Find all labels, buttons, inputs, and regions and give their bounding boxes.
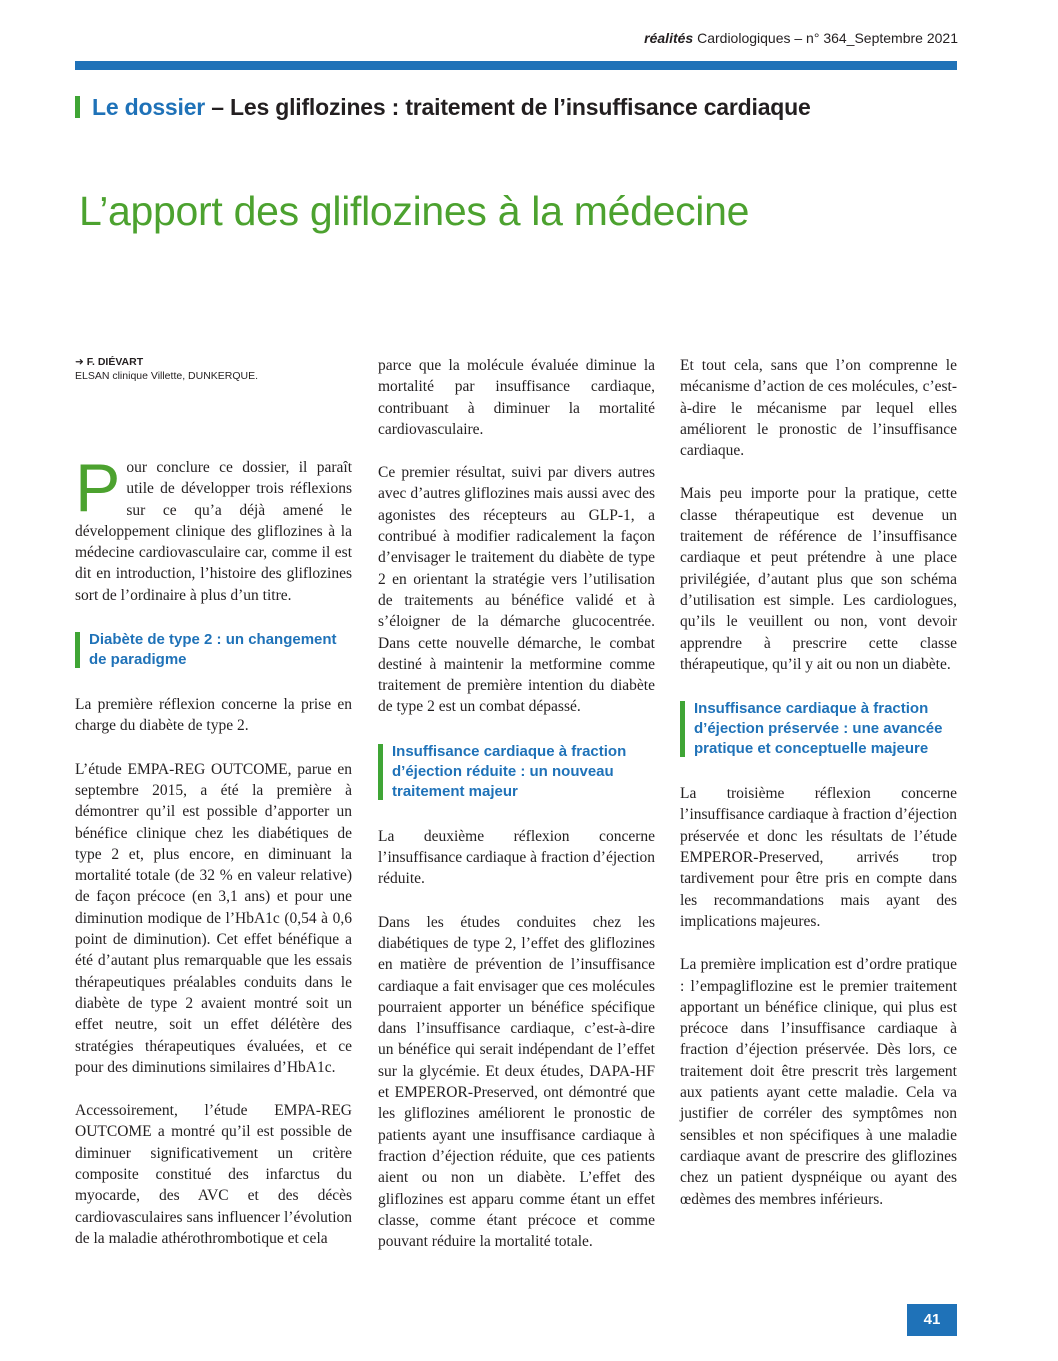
page-number: 41 [907, 1304, 957, 1336]
paragraph: Ce premier résultat, suivi par divers autres avec d’autres gliflozines mais aussi avec des agonistes des récepteurs au GLP-1, a contribué à modifier radicalement la façon d’envisager le traitement du diabète de type 2 en orientant la stratégie vers l’utilisation de traitements au bénéfice validé et à s’éloigner de la démarche glucocentrée. Dans cette nouvelle démarche, le combat destiné à maintenir la metformine comme traitement de première intention du diabète de type 2 est un combat dépassé. [378, 464, 655, 716]
article-title: L’apport des gliflozines à la médecine [79, 188, 750, 234]
dossier-subtitle: – Les gliflozines : traitement de l’insuffisance cardiaque [205, 94, 811, 120]
paragraph: Mais peu importe pour la pratique, cette classe thérapeutique est devenue un traitement de référence de l’insuffisance cardiaque et peut prétendre à une place privilégiée, d’autant plus que son schéma d’utilisation est simple. Les cardiologues, qu’ils le veuillent ou non, vont devoir apprendre à prescrire cette classe thérapeutique, qu’il y ait ou non un diabète. [680, 485, 957, 673]
author-name: F. DIÉVART [86, 356, 144, 368]
dossier-label: Le dossier [92, 94, 206, 120]
paragraph: Accessoirement, l’étude EMPA-REG OUTCOME a montré qu’il est possible de diminuer significativement un critère composite constitué des infarctus du myocarde, des AVC et des décès cardiovasculaires sans influencer l’évolution de la maladie athérothrombotique et cela [75, 1102, 352, 1247]
paragraph: La deuxième réflexion concerne l’insuffisance cardiaque à fraction d’éjection réduite. [378, 827, 655, 888]
header-rule [75, 61, 957, 70]
section-heading-diabete: Diabète de type 2 : un changement de paradigme [75, 630, 352, 670]
journal-brand: réalités [644, 30, 694, 46]
column-2 [378, 355, 655, 1274]
section-heading-icfep: Insuffisance cardiaque à fraction d’éjection préservée : une avancée pratique et conceptuelle majeure [680, 699, 957, 759]
paragraph: parce que la molécule évaluée diminue la mortalité par insuffisance cardiaque, contribuant à diminuer la mortalité cardiovasculaire. [378, 357, 655, 438]
paragraph: La première implication est d’ordre pratique : l’empagliflozine est le premier traitement apportant un bénéfice clinique, qui plus est précoce dans l’insuffisance cardiaque à fraction d’éjection préservée. Dès lors, ce traitement doit être prescrit très largement aux patients ayant cette maladie. Cela va justifier de corréler des symptômes non sensibles et non spécifiques à une maladie cardiaque avant de prescrire des gliflozines chez un patient dyspnéique ou ayant des œdèmes des membres inférieurs. [680, 956, 957, 1208]
drop-cap: P [75, 450, 121, 526]
dossier-marker [75, 96, 80, 118]
arrow-icon: ➜ [75, 356, 84, 368]
author-affiliation: ELSAN clinique Villette, DUNKERQUE. [75, 370, 259, 382]
column-1 [75, 355, 352, 1271]
intro-text: our conclure ce dossier, il paraît utile de développer trois réflexions sur ce qu’a déjà amené le développement clinique des gliflozines à la médecine cardiovasculaire car, comme il est dit en introduction, l’histoire des gliflozines sort de l’ordinaire à plus d’un titre. [75, 459, 352, 604]
journal-issue: Cardiologiques – n° 364_Septembre 2021 [693, 30, 958, 46]
paragraph: Et tout cela, sans que l’on comprenne le mécanisme d’action de ces molécules, c’est-à-dire le mécanisme par lequel elles améliorent le pronostic de l’insuffisance cardiaque. [680, 357, 957, 460]
section-heading-icfer: Insuffisance cardiaque à fraction d’éjection réduite : un nouveau traitement majeur [378, 742, 655, 802]
journal-header [644, 30, 958, 46]
author-block [75, 355, 352, 383]
paragraph: La troisième réflexion concerne l’insuffisance cardiaque à fraction d’éjection préservée et donc les résultats de l’étude EMPEROR-Preserved, arrivés trop tardivement pour être pris en compte dans les recommandations mais ayant des implications majeures. [680, 785, 957, 930]
intro-paragraph [75, 450, 352, 606]
dossier-banner [75, 92, 975, 122]
paragraph: La première réflexion concerne la prise en charge du diabète de type 2. [75, 696, 352, 735]
paragraph: Dans les études conduites chez les diabétiques de type 2, l’effet des gliflozines en matière de prévention de l’insuffisance cardiaque a fait envisager que ces molécules pourraient apporter un bénéfice spécifique dans l’insuffisance cardiaque, c’est-à-dire un bénéfice qui serait indépendant de l’effet sur la glycémie. Et deux études, DAPA-HF et EMPEROR-Preserved, ont démontré que les gliflozines améliorent le pronostic de patients ayant une insuffisance cardiaque à fraction d’éjection réduite, que ces patients aient ou non un diabète. L’effet des gliflozines est apparu comme étant un effet classe, comme étant précoce et comme pouvant réduire la mortalité totale. [378, 913, 655, 1251]
column-3 [680, 355, 957, 1232]
paragraph: L’étude EMPA-REG OUTCOME, parue en septembre 2015, a été la première à démontrer qu’il est possible d’apporter un bénéfice clinique chez les diabétiques de type 2 et, plus encore, en diminuant la mortalité totale (de 32 % en valeur relative) de façon précoce (en 3,1 ans) et pour une diminution modique de l’HbA1c (0,54 à 0,6 point de diminution). Cet effet bénéfique a été d’autant plus remarquable que les essais thérapeutiques préalables conduits dans le diabète de type 2 avaient montré soit un effet neutre, soit un effet délétère des stratégies thérapeutiques évaluées, et ce pour des diminutions similaires d’HbA1c. [75, 760, 352, 1076]
